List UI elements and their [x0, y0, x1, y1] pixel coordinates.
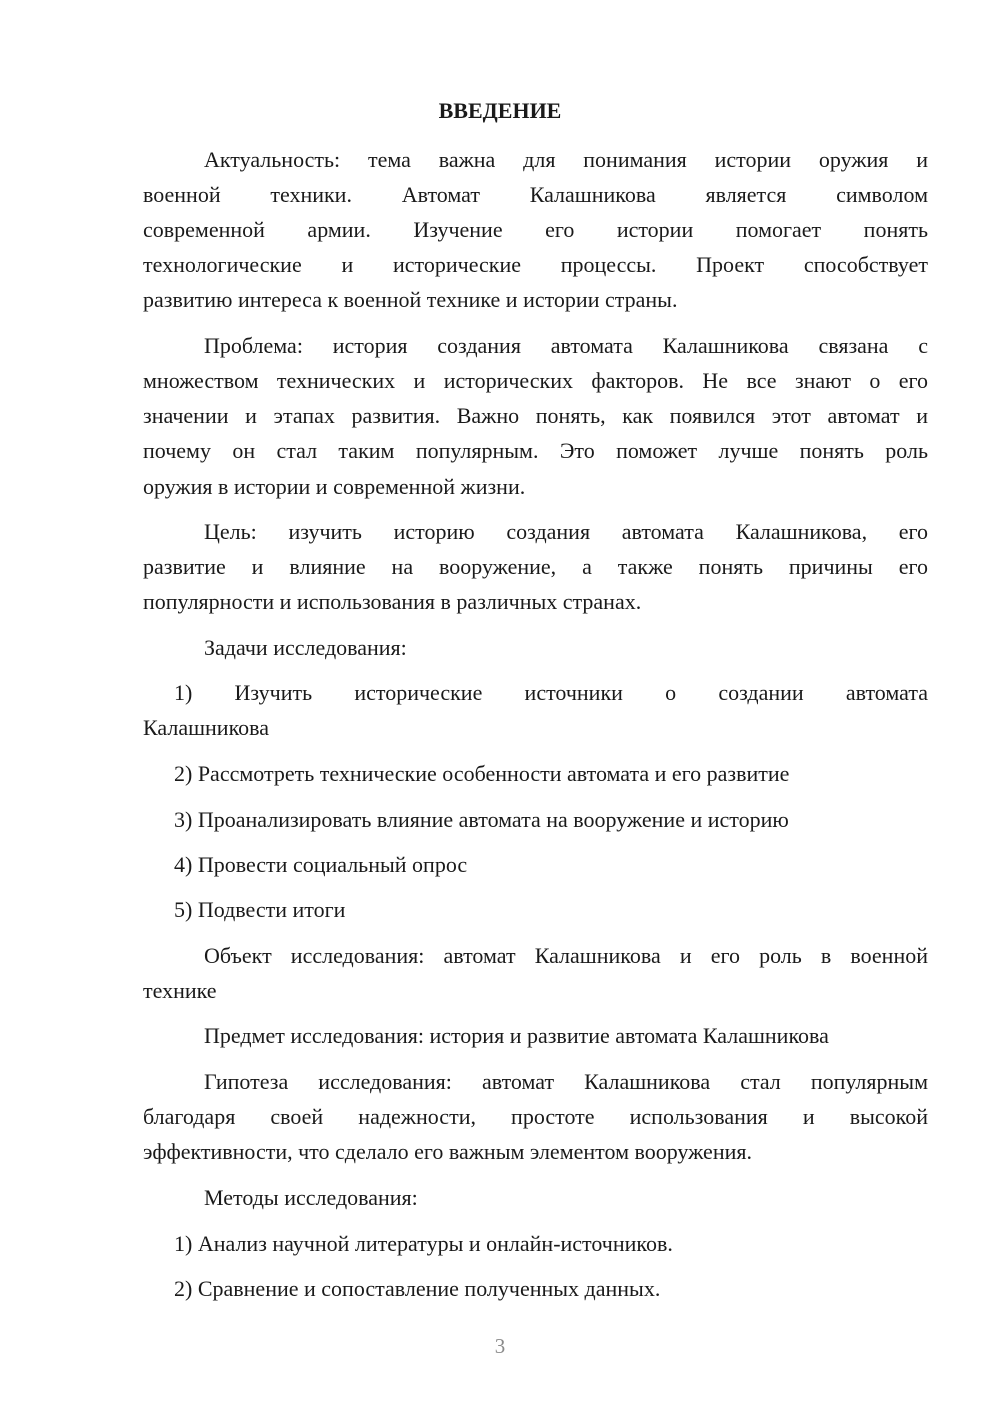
list-item: 1) Анализ научной литературы и онлайн-источников.: [174, 1231, 673, 1256]
page-title: ВВЕДЕНИЕ: [438, 98, 562, 123]
text-line: множеством технических и исторических факторов. Не все знают о его: [143, 368, 928, 393]
list-item: 1) Изучить исторические источники о создании автомата: [174, 680, 928, 705]
text-line: почему он стал таким популярным. Это поможет лучше понять роль: [143, 438, 928, 463]
list-item-continuation: Калашникова: [143, 715, 270, 740]
text-line: Гипотеза исследования: автомат Калашникова стал популярным: [204, 1069, 928, 1094]
list-item: 5) Подвести итоги: [174, 897, 346, 922]
text-line: развитию интереса к военной технике и истории страны.: [143, 287, 678, 312]
list-item: 2) Сравнение и сопоставление полученных данных.: [174, 1276, 661, 1301]
list-item: 2) Рассмотреть технические особенности автомата и его развитие: [174, 761, 790, 786]
text-line: современной армии. Изучение его истории помогает понять: [143, 217, 928, 242]
text-line: значении и этапах развития. Важно понять, как появился этот автомат и: [143, 403, 928, 428]
text-line: популярности и использования в различных странах.: [143, 589, 642, 614]
list-item: 4) Провести социальный опрос: [174, 852, 468, 877]
subject-paragraph: Предмет исследования: история и развитие автомата Калашникова: [204, 1023, 829, 1048]
text-line: оружия в истории и современной жизни.: [143, 474, 526, 499]
methods-heading: Методы исследования:: [204, 1185, 418, 1210]
text-line: благодаря своей надежности, простоте использования и высокой: [143, 1104, 928, 1129]
page-number: 3: [494, 1334, 506, 1358]
text-line: Актуальность: тема важна для понимания истории оружия и: [204, 147, 928, 172]
text-line: Объект исследования: автомат Калашникова и его роль в военной: [204, 943, 928, 968]
text-line: военной техники. Автомат Калашникова является символом: [143, 182, 928, 207]
text-line: технике: [143, 978, 217, 1003]
text-line: Цель: изучить историю создания автомата Калашникова, его: [204, 519, 928, 544]
text-line: технологические и исторические процессы. Проект способствует: [143, 252, 928, 277]
tasks-heading: Задачи исследования:: [204, 635, 407, 660]
text-line: развитие и влияние на вооружение, а также понять причины его: [143, 554, 928, 579]
list-item: 3) Проанализировать влияние автомата на вооружение и историю: [174, 807, 789, 832]
text-line: эффективности, что сделало его важным элементом вооружения.: [143, 1139, 752, 1164]
text-line: Проблема: история создания автомата Калашникова связана с: [204, 333, 928, 358]
